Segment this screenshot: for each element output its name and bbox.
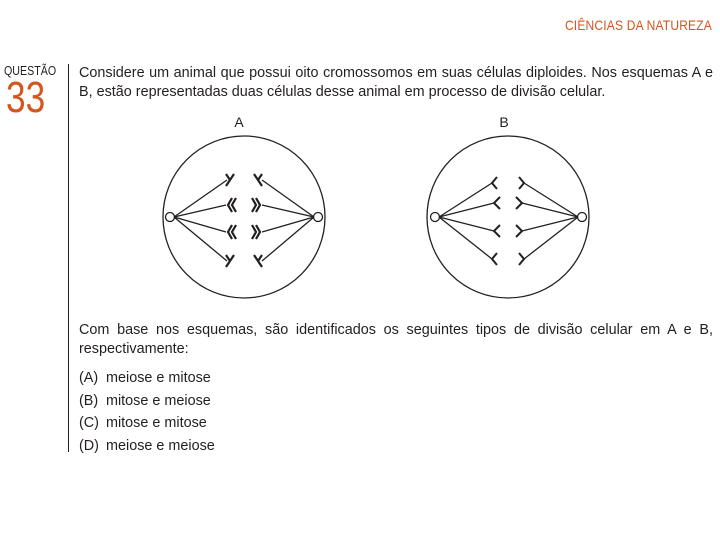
option-letter: (D) xyxy=(79,438,99,455)
option-d[interactable] xyxy=(79,435,215,458)
option-letter: (C) xyxy=(79,415,99,432)
cell-b-centriole-left xyxy=(431,213,440,222)
cell-a-centriole-right xyxy=(314,213,323,222)
cell-b-chromosomes xyxy=(492,177,524,265)
section-header: CIÊNCIAS DA NATUREZA xyxy=(564,17,712,33)
answer-options xyxy=(79,367,215,458)
option-text: mitose e mitose xyxy=(106,415,207,432)
cell-a-chromosomes xyxy=(226,174,262,267)
cell-b-spindle-fibers xyxy=(439,183,578,259)
option-letter: (B) xyxy=(79,392,99,409)
option-c[interactable] xyxy=(79,412,215,435)
question-number: 33 xyxy=(6,73,46,122)
cell-b-centriole-right xyxy=(578,213,587,222)
option-text: mitose e meiose xyxy=(106,392,211,409)
question-divider xyxy=(68,64,69,452)
question-label: QUESTÃO xyxy=(4,63,57,78)
question-prompt-block xyxy=(79,321,713,359)
option-text: meiose e mitose xyxy=(106,370,211,386)
question-prompt: Com base nos esquemas, são identificados os seguintes tipos de divisão celular em A e B, respectivamente: xyxy=(79,322,713,357)
question-intro: Considere um animal que possui oito cromossomos em suas células diploides. Nos esquemas A e B, estão representadas duas células desse animal em processo de divisão celular. xyxy=(79,65,713,100)
option-letter: (A) xyxy=(79,370,99,386)
figure-label-b: B xyxy=(499,114,509,130)
cell-b-diagram xyxy=(427,136,589,298)
option-a[interactable] xyxy=(79,367,215,390)
cell-a-diagram xyxy=(163,136,325,298)
option-text: meiose e meiose xyxy=(106,438,215,455)
question-intro-block xyxy=(79,64,713,102)
option-b[interactable] xyxy=(79,390,215,413)
cell-a-membrane xyxy=(163,136,325,298)
figure-label-a: A xyxy=(234,114,244,130)
cell-a-spindle-fibers xyxy=(174,180,314,261)
cell-b-membrane xyxy=(427,136,589,298)
cell-a-centriole-left xyxy=(166,213,175,222)
